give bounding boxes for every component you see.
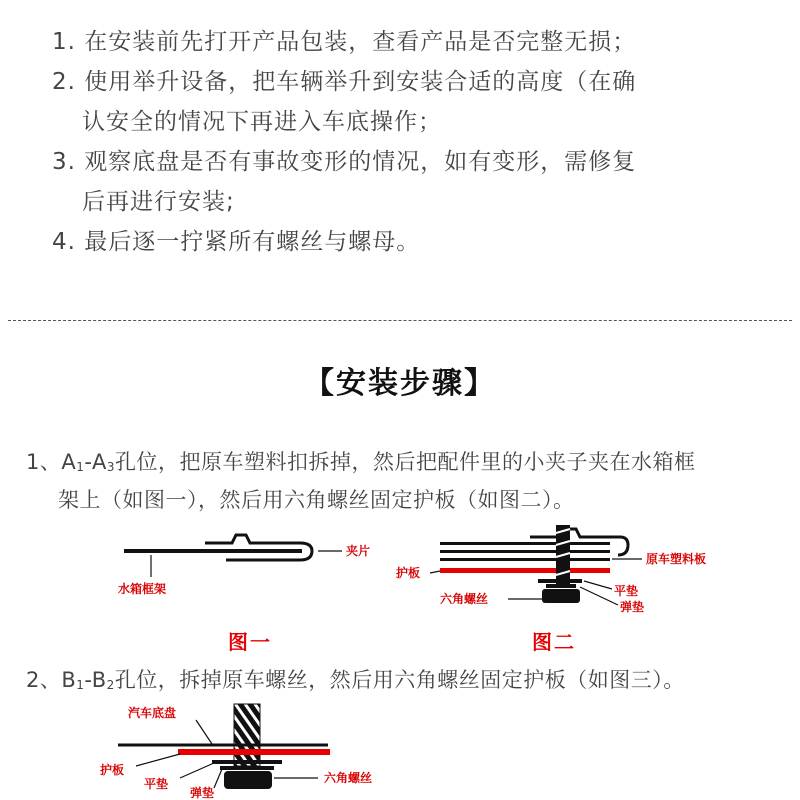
fig3-flat-washer-label: 平垫 <box>144 777 169 791</box>
fig1-clip-label: 夹片 <box>346 544 371 558</box>
fig2-plastic-label: 原车塑料板 <box>646 552 707 566</box>
note-line-4: 4. 最后逐一拧紧所有螺丝与螺母。 <box>52 229 421 255</box>
fig2-spring-washer-label: 弹垫 <box>620 600 645 614</box>
section-title: 【安装步骤】 <box>304 366 496 401</box>
fig3-guard-plate <box>178 749 330 755</box>
fig3-chassis-label: 汽车底盘 <box>128 706 177 720</box>
figure1-figure2-diagram <box>0 515 800 625</box>
note-line-3-cont: 后再进行安装; <box>82 189 235 215</box>
step2-rest: 孔位，拆掉原车螺丝，然后用六角螺丝固定护板（如图三）。 <box>114 668 685 692</box>
fig3-flat-washer <box>212 760 282 764</box>
fig3-hex-label: 六角螺丝 <box>324 771 373 785</box>
step1-rest: 孔位，把原车塑料扣拆掉，然后把配件里的小夹子夹在水箱框 <box>115 450 696 474</box>
figure1-drawing <box>118 535 370 596</box>
figure3-drawing <box>100 704 372 800</box>
step2-mid: -B <box>84 668 107 692</box>
top-plate <box>440 542 610 545</box>
plastic-plate <box>440 550 610 553</box>
installation-notes <box>52 22 772 262</box>
fig2-hex-label: 六角螺丝 <box>440 592 489 606</box>
fig2-guard-label: 护板 <box>396 566 421 580</box>
figure2-caption: 图二 <box>532 630 576 654</box>
clip-shape <box>205 535 312 560</box>
dashed-divider <box>8 320 792 321</box>
note-line-2-cont: 认安全的情况下再进入车底操作； <box>82 109 442 135</box>
figure2-drawing <box>396 525 706 614</box>
step1-mid: -A <box>84 450 107 474</box>
fig2-spring-washer <box>546 584 576 588</box>
step1-line2: 架上（如图一），然后用六角螺丝固定护板（如图二）。 <box>58 488 575 512</box>
step1-line1 <box>26 444 696 485</box>
fig2-hex-head <box>542 589 580 603</box>
step1-prefix: 1、A <box>26 450 77 474</box>
fig2-flat-washer <box>538 579 582 583</box>
figure3-diagram <box>0 700 800 800</box>
step1-sub2: 3 <box>106 460 115 474</box>
fig1-frame-label: 水箱框架 <box>118 582 167 596</box>
guard-plate-red <box>440 568 610 573</box>
fig3-spring-washer-label: 弹垫 <box>190 786 215 800</box>
step1-sub1: 1 <box>76 460 85 474</box>
note-line-2: 2. 使用举升设备，把车辆举升到安装合适的高度（在确 <box>52 69 637 95</box>
fig3-screw-shank <box>234 704 260 766</box>
note-line-1: 1. 在安装前先打开产品包装，查看产品是否完整无损； <box>52 29 637 55</box>
step2-prefix: 2、B <box>26 668 77 692</box>
fig2-flat-washer-label: 平垫 <box>614 584 639 598</box>
clip-plate <box>440 558 610 561</box>
step2-sub2: 2 <box>106 678 115 692</box>
figure1-caption: 图一 <box>228 630 272 654</box>
fig3-spring-washer <box>220 766 274 770</box>
fig3-hex-head <box>224 771 272 789</box>
step2-line <box>26 662 685 703</box>
step2-sub1: 1 <box>76 678 85 692</box>
fig3-guard-label: 护板 <box>100 763 125 777</box>
note-line-3: 3. 观察底盘是否有事故变形的情况，如有变形，需修复 <box>52 149 637 175</box>
